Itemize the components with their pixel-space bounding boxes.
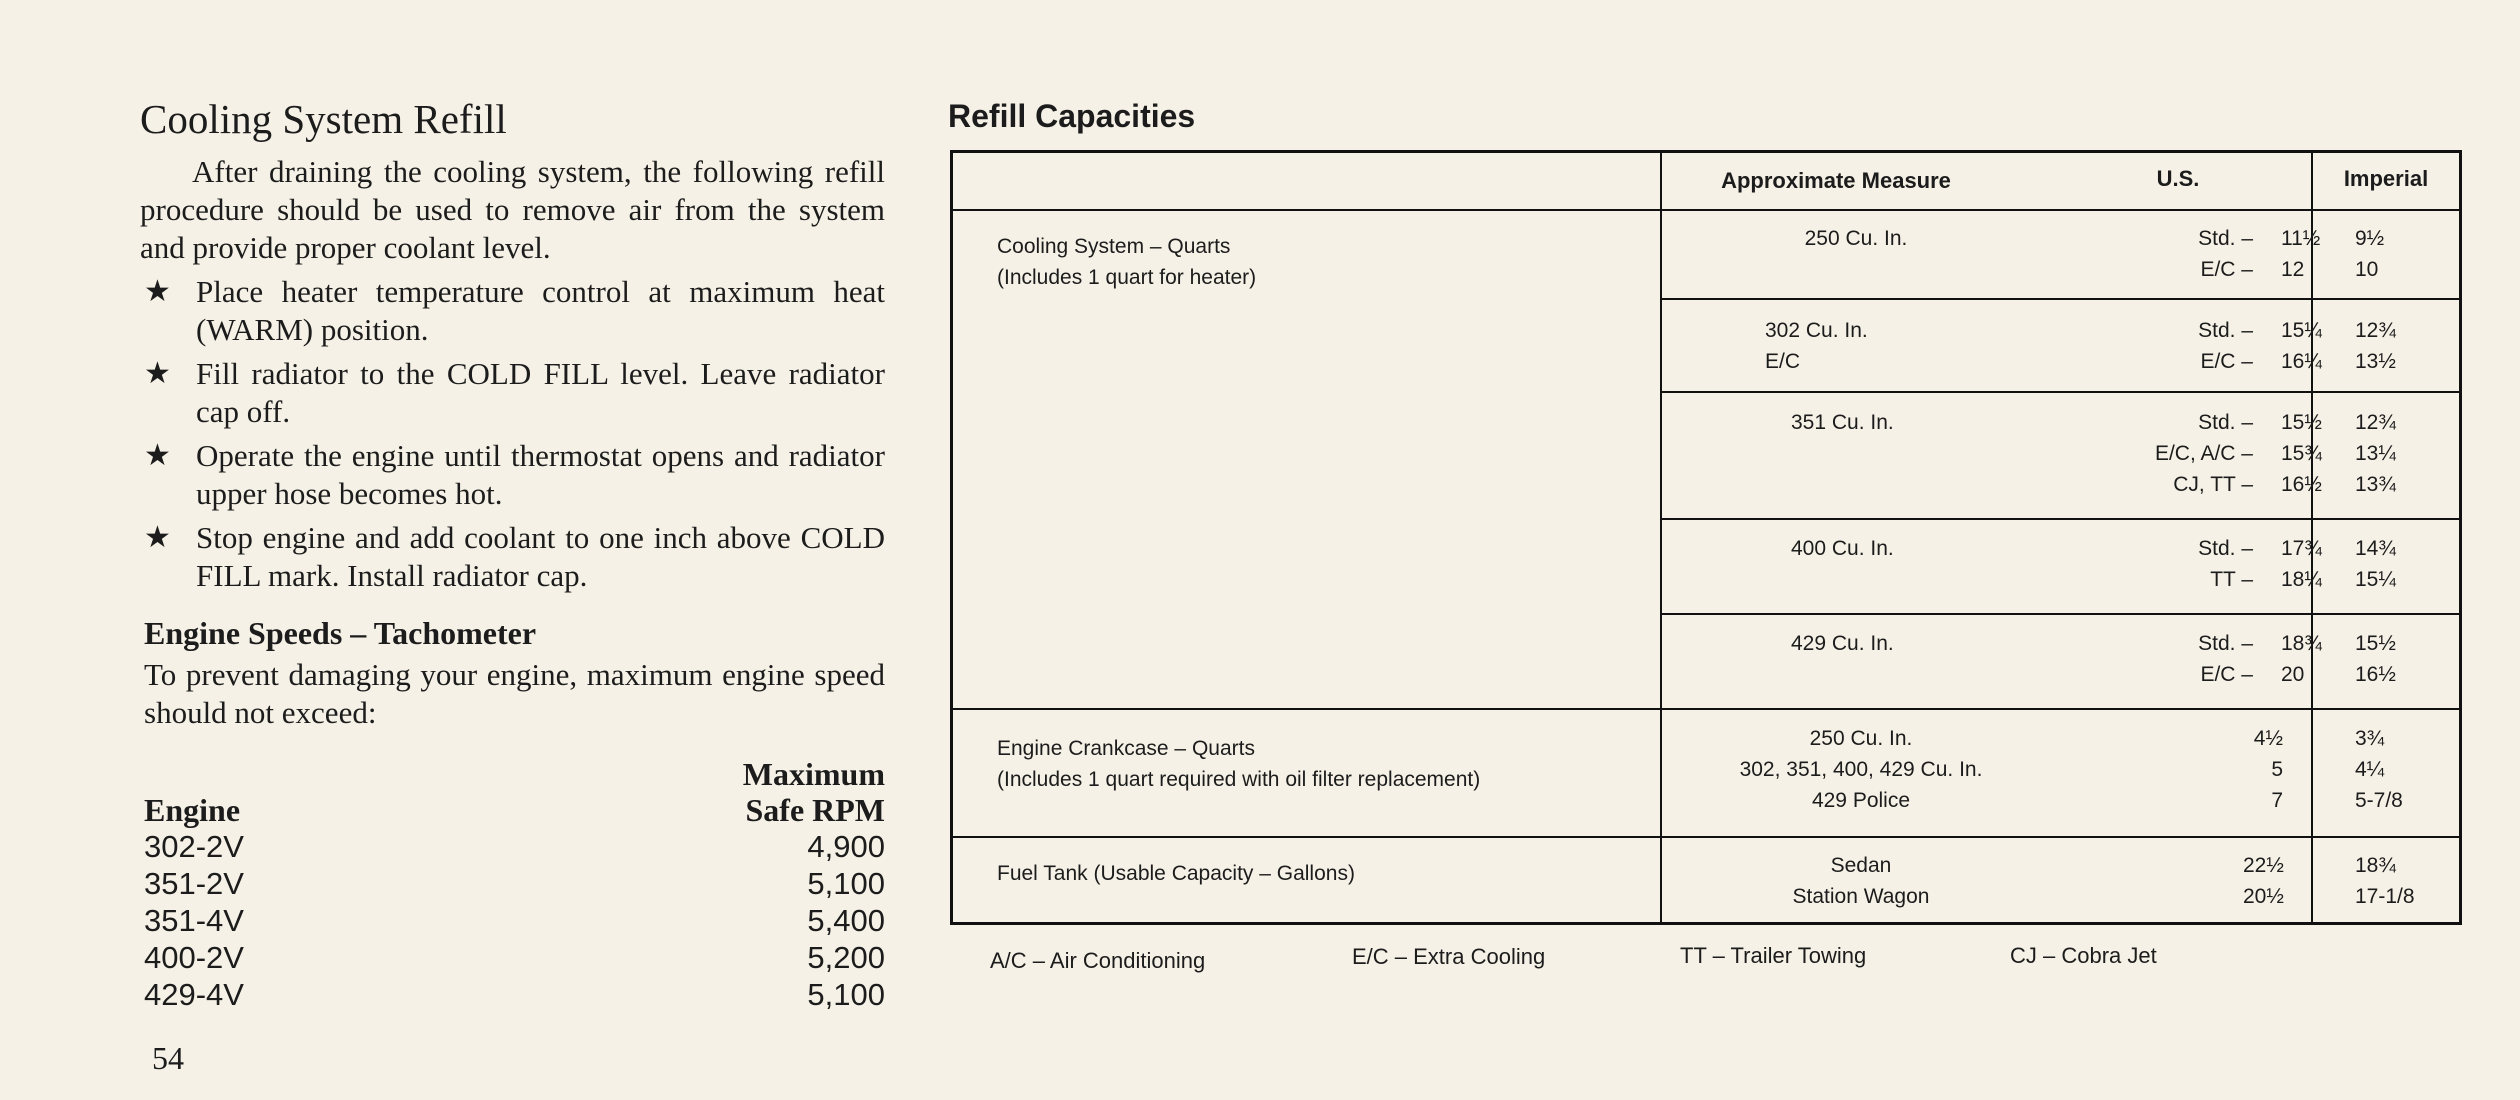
- us-value: 20: [2281, 663, 2305, 686]
- us-value: 5: [2271, 758, 2283, 781]
- us-value: 11½: [2281, 227, 2321, 250]
- us-value: 4½: [2253, 727, 2283, 750]
- engine-name: 351-2V: [144, 866, 244, 901]
- label-line: (Includes 1 quart for heater): [997, 266, 1257, 289]
- step-text: Place heater temperature control at maximum heat (WARM) position.: [196, 274, 885, 347]
- engine-rpm: 5,100: [807, 866, 885, 901]
- measure-line: 429 Police: [1811, 789, 1911, 812]
- engine-name: 351-4V: [144, 903, 244, 938]
- measure-line: 302 Cu. In.: [1765, 319, 1868, 342]
- type-cell: [2033, 223, 2253, 285]
- type-line: E/C, A/C –: [2154, 442, 2253, 465]
- rpm-header-line: Maximum: [742, 756, 885, 792]
- imperial-value: 16½: [2355, 663, 2396, 686]
- engine-rpm: 5,200: [807, 940, 885, 975]
- imperial-value: 15¼: [2355, 568, 2396, 591]
- table-row: [144, 865, 885, 902]
- cooling-refill-title: Cooling System Refill: [140, 96, 507, 142]
- us-value: 15½: [2281, 411, 2322, 434]
- measure-line: 250 Cu. In.: [1804, 227, 1908, 250]
- type-line: Std. –: [2198, 227, 2253, 250]
- type-line: Std. –: [2198, 537, 2253, 560]
- us-cell: [2281, 315, 2322, 377]
- us-cell: [2243, 850, 2284, 912]
- rpm-table-header: [144, 756, 885, 828]
- imperial-value: 13½: [2355, 350, 2396, 373]
- type-line: Std. –: [2198, 319, 2253, 342]
- measure-cell: [1791, 628, 1894, 659]
- measure-cell: [1661, 723, 2061, 816]
- cooling-refill-section: [140, 95, 885, 1013]
- us-value: 18¼: [2281, 568, 2322, 591]
- us-value: 20½: [2243, 885, 2284, 908]
- step-item: [140, 273, 885, 349]
- fuel-tank-label: Fuel Tank (Usable Capacity – Gallons): [997, 862, 1355, 885]
- step-item: [140, 355, 885, 431]
- measure-cell: [1765, 315, 1868, 377]
- label-line: Engine Crankcase – Quarts: [997, 737, 1255, 760]
- cooling-intro-text: After draining the cooling system, the following refill procedure should be used to remove air from the system and provide proper coolant level.: [140, 154, 885, 265]
- engine-rpm: 5,100: [807, 977, 885, 1012]
- legend-item: A/C – Air Conditioning: [990, 948, 1206, 973]
- measure-cell: [1661, 223, 2051, 254]
- imperial-value: 12¾: [2355, 319, 2396, 342]
- imperial-value: 10: [2355, 258, 2379, 281]
- step-item: [140, 519, 885, 595]
- type-line: E/C –: [2200, 663, 2253, 686]
- type-cell: [2033, 628, 2253, 690]
- type-line: E/C –: [2200, 350, 2253, 373]
- table-divider: [953, 708, 2459, 710]
- table-row: [144, 828, 885, 865]
- engine-speeds-text: To prevent damaging your engine, maximum engine speed should not exceed:: [144, 657, 885, 730]
- star-bullet-icon: ★: [144, 275, 171, 308]
- imperial-cell: [2355, 407, 2396, 500]
- table-divider: [1661, 298, 2459, 300]
- us-value: 16¼: [2281, 350, 2322, 373]
- us-column-header: U.S.: [2156, 166, 2200, 191]
- us-value: 15¾: [2281, 442, 2322, 465]
- type-cell: [2033, 407, 2253, 500]
- measure-line: 400 Cu. In.: [1791, 537, 1894, 560]
- imperial-value: 18¾: [2355, 854, 2396, 877]
- us-value: 18¾: [2281, 632, 2322, 655]
- measure-line: 429 Cu. In.: [1791, 632, 1894, 655]
- imperial-value: 3¾: [2355, 727, 2385, 750]
- measure-cell: [1791, 533, 1894, 564]
- us-value: 22½: [2243, 854, 2284, 877]
- measure-line: 302, 351, 400, 429 Cu. In.: [1739, 758, 1983, 781]
- engine-name: 302-2V: [144, 829, 244, 864]
- us-value: 7: [2271, 789, 2283, 812]
- type-line: Std. –: [2198, 411, 2253, 434]
- type-line: TT –: [2210, 568, 2253, 591]
- engine-name: 429-4V: [144, 977, 244, 1012]
- measure-column-header: Approximate Measure: [1721, 168, 1951, 193]
- label-line: Cooling System – Quarts: [997, 235, 1231, 258]
- step-text: Stop engine and add coolant to one inch above COLD FILL mark. Install radiator cap.: [196, 520, 885, 593]
- imperial-cell: [2355, 533, 2396, 595]
- measure-line: 351 Cu. In.: [1791, 411, 1894, 434]
- star-bullet-icon: ★: [144, 521, 171, 554]
- type-cell: [2033, 315, 2253, 377]
- legend-item: TT – Trailer Towing: [1680, 943, 1867, 968]
- us-value: 15¼: [2281, 319, 2322, 342]
- engine-rpm: 4,900: [807, 829, 885, 864]
- imperial-value: 4¼: [2355, 758, 2385, 781]
- measure-line: 250 Cu. In.: [1809, 727, 1913, 750]
- table-divider: [953, 209, 2459, 211]
- us-value: 17¾: [2281, 537, 2322, 560]
- us-cell: [2193, 723, 2283, 816]
- us-cell: [2281, 628, 2322, 690]
- step-text: Operate the engine until thermostat opens and radiator upper hose becomes hot.: [196, 438, 885, 511]
- table-divider: [1661, 391, 2459, 393]
- table-divider: [1661, 613, 2459, 615]
- measure-cell: [1661, 850, 2061, 912]
- us-cell: [2281, 407, 2322, 500]
- refill-capacities-table: [950, 150, 2462, 925]
- imperial-value: 9½: [2355, 227, 2385, 250]
- star-bullet-icon: ★: [144, 357, 171, 390]
- engine-column-header: Engine: [144, 792, 241, 828]
- table-row: [144, 902, 885, 939]
- engine-speeds-title: Engine Speeds – Tachometer: [144, 615, 537, 651]
- imperial-cell: [2355, 850, 2415, 912]
- step-item: [140, 437, 885, 513]
- imperial-cell: [2355, 223, 2384, 285]
- legend-item: E/C – Extra Cooling: [1352, 944, 1546, 969]
- imperial-value: 5-7/8: [2355, 789, 2403, 812]
- imperial-value: 14¾: [2355, 537, 2396, 560]
- refill-capacities-title: Refill Capacities: [948, 98, 1196, 134]
- star-bullet-icon: ★: [144, 439, 171, 472]
- type-line: E/C –: [2200, 258, 2253, 281]
- rpm-header-line: Safe RPM: [745, 792, 885, 828]
- us-cell: [2281, 223, 2320, 285]
- imperial-value: 12¾: [2355, 411, 2396, 434]
- engine-name: 400-2V: [144, 940, 244, 975]
- page-number: 54: [152, 1040, 184, 1076]
- imperial-column-header: Imperial: [2343, 166, 2429, 191]
- us-value: 12: [2281, 258, 2305, 281]
- table-row: [144, 939, 885, 976]
- measure-line: E/C: [1765, 350, 1801, 373]
- imperial-value: 15½: [2355, 632, 2396, 655]
- type-line: CJ, TT –: [2173, 473, 2253, 496]
- us-cell: [2281, 533, 2322, 595]
- imperial-cell: [2355, 628, 2396, 690]
- label-line: (Includes 1 quart required with oil filter replacement): [997, 768, 1481, 791]
- legend-item: CJ – Cobra Jet: [2010, 943, 2157, 968]
- table-row: [144, 976, 885, 1013]
- imperial-value: 13¾: [2355, 473, 2396, 496]
- imperial-cell: [2355, 315, 2396, 377]
- table-divider: [1661, 518, 2459, 520]
- type-cell: [2033, 533, 2253, 595]
- us-value: 16½: [2281, 473, 2322, 496]
- imperial-value: 13¼: [2355, 442, 2396, 465]
- imperial-cell: [2355, 723, 2403, 816]
- step-text: Fill radiator to the COLD FILL level. Leave radiator cap off.: [196, 356, 885, 429]
- engine-crankcase-label: [997, 733, 1480, 795]
- table-divider: [953, 836, 2459, 838]
- measure-cell: [1791, 407, 1894, 438]
- measure-line: Station Wagon: [1792, 885, 1930, 908]
- type-line: Std. –: [2198, 632, 2253, 655]
- engine-rpm: 5,400: [807, 903, 885, 938]
- imperial-value: 17-1/8: [2355, 885, 2415, 908]
- cooling-system-label: [997, 231, 1256, 293]
- measure-line: Sedan: [1830, 854, 1892, 877]
- rpm-column-header: [743, 756, 885, 828]
